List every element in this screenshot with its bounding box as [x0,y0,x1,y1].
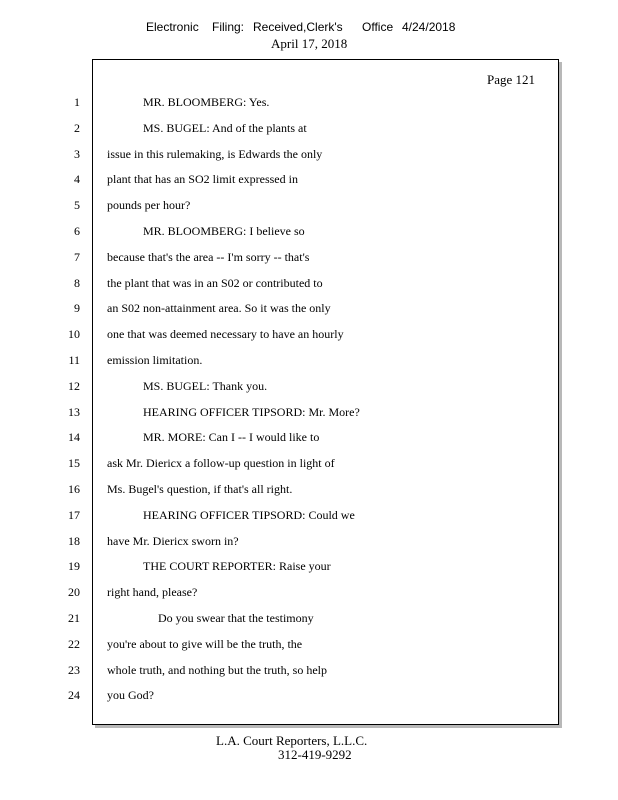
stamp-word-electronic: Electronic [146,20,199,34]
line-number: 14 [68,430,80,444]
transcript-line-text: the plant that was in an S02 or contributed to [107,276,323,290]
line-number: 6 [74,224,80,238]
transcript-line-text: whole truth, and nothing but the truth, so help [107,663,327,677]
line-number: 24 [68,688,80,702]
line-number: 11 [68,353,80,367]
line-number: 20 [68,585,80,599]
reporter-phone: 312-419-9292 [278,747,352,762]
stamp-date: 4/24/2018 [402,20,456,34]
line-number: 4 [74,172,80,186]
line-number: 18 [68,534,80,548]
transcript-line-text: one that was deemed necessary to have an hourly [107,327,344,341]
line-number: 7 [74,250,80,264]
transcript-line-text: ask Mr. Diericx a follow-up question in light of [107,456,335,470]
stamp-word-office: Office [362,20,394,34]
line-number: 23 [68,663,80,677]
transcript-line-text: pounds per hour? [107,198,191,212]
line-number: 1 [74,95,80,109]
transcript-line-text: issue in this rulemaking, is Edwards the only [107,147,323,161]
stamp-word-filing: Filing: [212,20,245,34]
transcript-line-text: MS. BUGEL: And of the plants at [143,121,307,135]
line-number: 17 [68,508,80,522]
filing-stamp [146,20,455,34]
transcript-line-text: THE COURT REPORTER: Raise your [143,559,331,573]
line-number: 2 [74,121,80,135]
line-number: 21 [68,611,80,625]
page-number: Page 121 [487,72,536,87]
transcript-line-text: MR. BLOOMBERG: I believe so [143,224,305,238]
transcript-line-text: you're about to give will be the truth, the [107,637,303,651]
stamp-word-received: Received,Clerk's [253,20,343,34]
transcript-line-text: HEARING OFFICER TIPSORD: Mr. More? [143,405,360,419]
transcript-line-text: MR. MORE: Can I -- I would like to [143,430,320,444]
transcript-line-text: because that's the area -- I'm sorry -- that's [107,250,310,264]
transcript-line-text: Ms. Bugel's question, if that's all right. [107,482,293,496]
line-number: 22 [68,637,80,651]
line-number: 8 [74,276,80,290]
line-number: 12 [68,379,80,393]
reporter-company: L.A. Court Reporters, L.L.C. [216,733,368,748]
transcript-line-text: you God? [107,688,154,702]
line-number: 10 [68,327,80,341]
line-number: 13 [68,405,80,419]
transcript-line-text: an S02 non-attainment area. So it was the only [107,301,331,315]
line-number: 15 [68,456,80,470]
transcript-date: April 17, 2018 [271,36,348,51]
line-number: 9 [74,301,80,315]
transcript-line-text: have Mr. Diericx sworn in? [107,534,239,548]
line-number: 5 [74,198,80,212]
transcript-line-text: plant that has an SO2 limit expressed in [107,172,298,186]
transcript-line-text: MR. BLOOMBERG: Yes. [143,95,270,109]
transcript-line-text: Do you swear that the testimony [158,611,314,625]
transcript-line-text: HEARING OFFICER TIPSORD: Could we [143,508,355,522]
transcript-line-text: emission limitation. [107,353,203,367]
transcript-line-text: right hand, please? [107,585,198,599]
line-number: 16 [68,482,80,496]
line-number: 19 [68,559,80,573]
line-number: 3 [74,147,80,161]
transcript-line-text: MS. BUGEL: Thank you. [143,379,268,393]
